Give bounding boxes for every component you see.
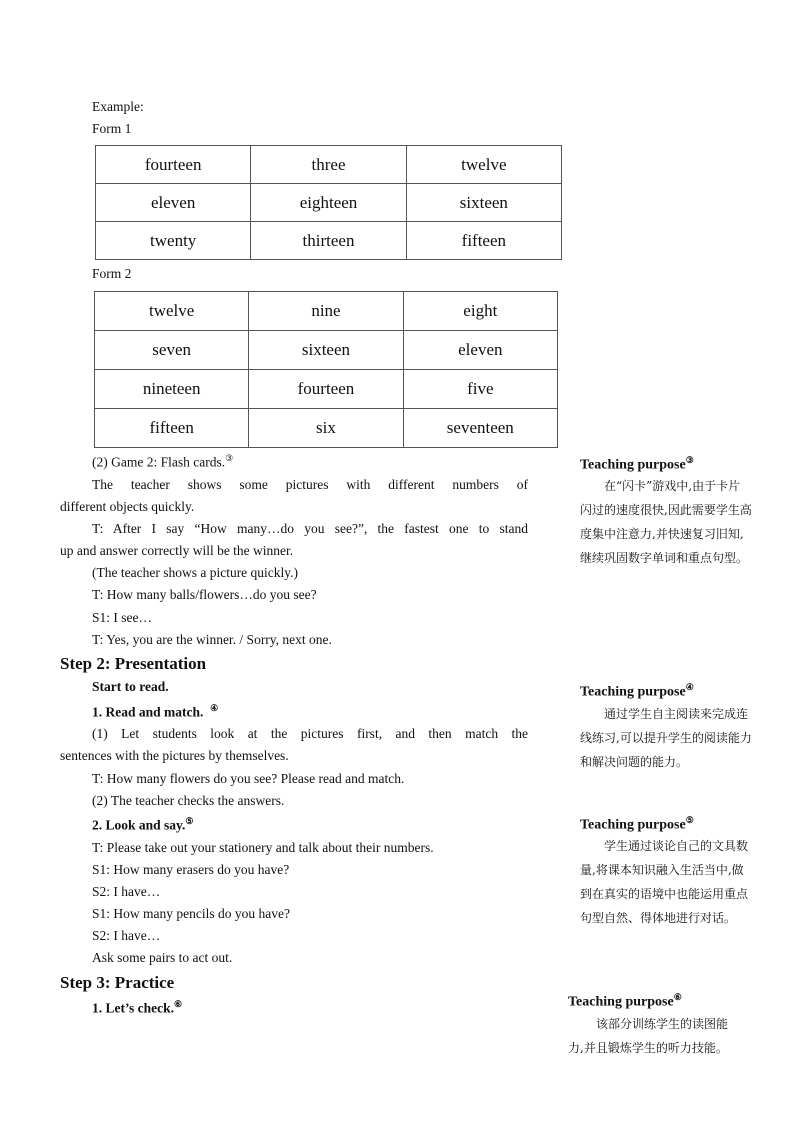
table-cell: sixteen — [406, 184, 561, 222]
table-row — [96, 184, 562, 222]
table-cell: three — [251, 146, 406, 184]
table-row — [95, 292, 558, 331]
table-cell: fifteen — [95, 409, 249, 448]
look-say-d6: Ask some pairs to act out. — [92, 950, 233, 965]
game2-line1: The teacher shows some pictures with different numbers of — [92, 477, 528, 492]
form2-table — [94, 291, 558, 448]
table-cell: sixteen — [249, 331, 403, 370]
game2-line2b: up and answer correctly will be the winner. — [60, 543, 294, 558]
table-cell: fourteen — [249, 370, 403, 409]
table-cell: nine — [249, 292, 403, 331]
look-say-d2: S1: How many erasers do you have? — [92, 862, 290, 877]
look-say-d3: S2: I have… — [92, 884, 161, 899]
table-cell: eighteen — [251, 184, 406, 222]
table-cell: five — [403, 370, 557, 409]
read-match-p2: T: How many flowers do you see? Please read and match. — [92, 771, 405, 786]
table-cell: eleven — [403, 331, 557, 370]
table-row — [95, 370, 558, 409]
game2-line6: T: Yes, you are the winner. / Sorry, next one. — [92, 632, 332, 647]
table-cell: seventeen — [403, 409, 557, 448]
read-match-heading: 1. Read and match. ④ — [92, 703, 219, 720]
table-cell: eight — [403, 292, 557, 331]
look-say-d5: S2: I have… — [92, 928, 161, 943]
teaching-purpose-5-text: 学生通过谈论自己的文具数量,将课本知识融入生活当中,做到在真实的语境中也能运用重点句型自然、得体地进行对话。 — [580, 839, 749, 925]
read-match-p1b: sentences with the pictures by themselves. — [60, 748, 289, 763]
table-cell: fifteen — [406, 222, 561, 260]
teaching-purpose-3-title: Teaching purpose③ — [580, 455, 694, 473]
game2-line1b: different objects quickly. — [60, 499, 195, 514]
game2-line5: S1: I see… — [92, 610, 152, 625]
teaching-purpose-5-title: Teaching purpose⑤ — [580, 815, 694, 833]
table-cell: fourteen — [96, 146, 251, 184]
example-label: Example: — [92, 99, 144, 114]
step2-start: Start to read. — [92, 679, 169, 694]
form1-table — [95, 145, 562, 260]
table-cell: thirteen — [251, 222, 406, 260]
teaching-purpose-4-text: 通过学生自主阅读来完成连线练习,可以提升学生的阅读能力和解决问题的能力。 — [580, 707, 752, 769]
table-cell: nineteen — [95, 370, 249, 409]
lets-check-heading: 1. Let’s check.⑥ — [92, 999, 183, 1016]
form2-label: Form 2 — [92, 266, 132, 281]
game2-line3: (The teacher shows a picture quickly.) — [92, 565, 299, 580]
teaching-purpose-4-title: Teaching purpose④ — [580, 682, 694, 700]
table-cell: twelve — [406, 146, 561, 184]
step3-title: Step 3: Practice — [60, 973, 175, 992]
teaching-purpose-6-title: Teaching purpose⑥ — [568, 992, 682, 1010]
table-cell: twenty — [96, 222, 251, 260]
teaching-purpose-3-text: 在“闪卡”游戏中,由于卡片闪过的速度很快,因此需要学生高度集中注意力,并快速复习旧知,继续巩固数字单词和重点句型。 — [580, 479, 752, 565]
table-cell: seven — [95, 331, 249, 370]
step2-title: Step 2: Presentation — [60, 654, 207, 673]
read-match-p1: (1) Let students look at the pictures first, and then match the — [92, 726, 528, 741]
table-row — [95, 409, 558, 448]
table-row — [96, 222, 562, 260]
look-say-d4: S1: How many pencils do you have? — [92, 906, 290, 921]
game2-line4: T: How many balls/flowers…do you see? — [92, 587, 317, 602]
read-match-p3: (2) The teacher checks the answers. — [92, 793, 285, 808]
table-cell: eleven — [96, 184, 251, 222]
table-cell: twelve — [95, 292, 249, 331]
game2-heading: (2) Game 2: Flash cards.③ — [92, 453, 234, 470]
game2-line2: T: After I say “How many…do you see?”, the fastest one to stand — [92, 521, 528, 536]
form1-label: Form 1 — [92, 121, 132, 136]
look-say-d1: T: Please take out your stationery and talk about their numbers. — [92, 840, 434, 855]
look-say-heading: 2. Look and say.⑤ — [92, 816, 194, 833]
table-row — [95, 331, 558, 370]
table-cell: six — [249, 409, 403, 448]
table-row — [96, 146, 562, 184]
teaching-purpose-6-text: 该部分训练学生的读图能力,并且锻炼学生的听力技能。 — [568, 1017, 729, 1055]
